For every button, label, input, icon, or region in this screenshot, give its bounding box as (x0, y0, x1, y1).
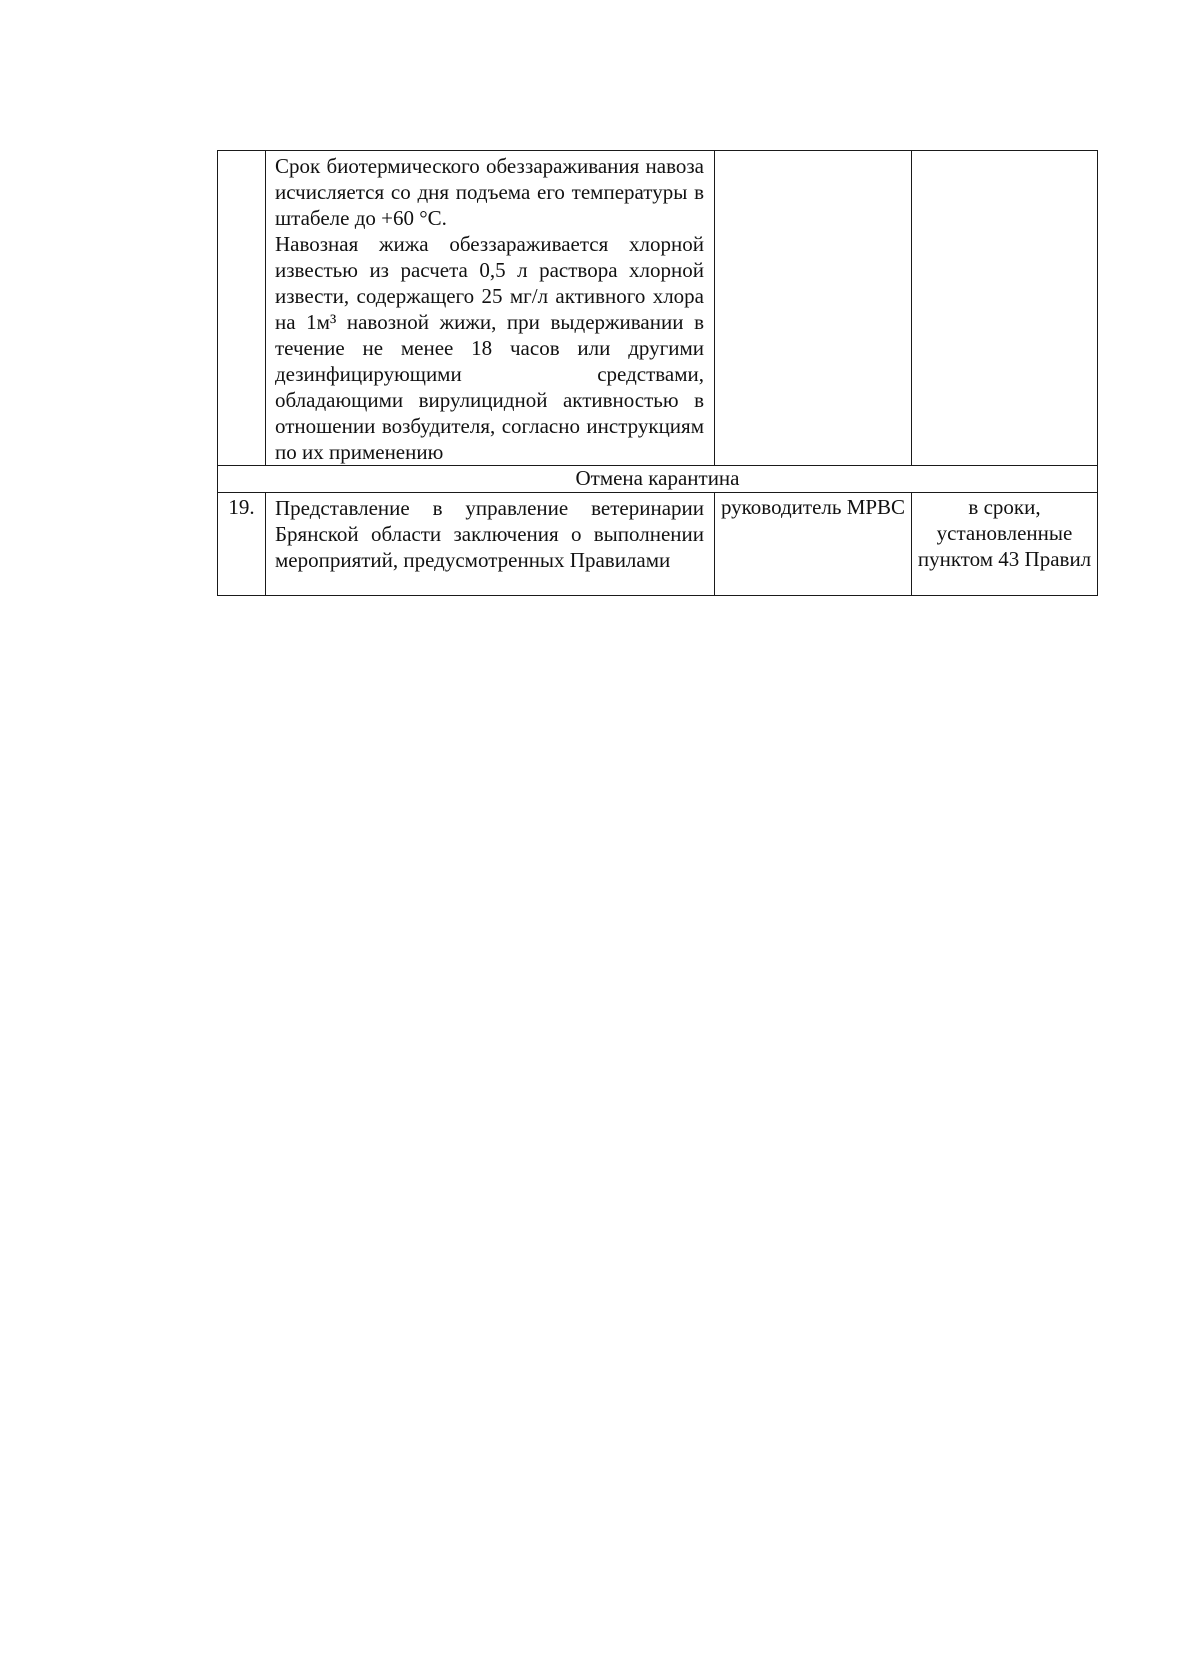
row-number-cell (218, 151, 266, 466)
measure-paragraph: Срок биотермического обеззараживания навоза исчисляется со дня подъема его температуры в штабеле до +60 °С. (275, 154, 704, 230)
term-cell: в сроки, установленные пунктом 43 Правил (912, 493, 1098, 596)
table-row (218, 151, 1098, 466)
table-row (218, 493, 1098, 596)
responsible-cell: руководитель МРВС (715, 493, 912, 596)
section-header-row (218, 466, 1098, 493)
measure-cell: Представление в управление ветеринарии Брянской области заключения о выполнении мероприятий, предусмотренных Правилами (266, 493, 715, 596)
responsible-cell (715, 151, 912, 466)
row-number-cell: 19. (218, 493, 266, 596)
term-cell (912, 151, 1098, 466)
measures-table (217, 150, 1098, 596)
measure-paragraph: Навозная жижа обеззараживается хлорной известью из расчета 0,5 л раствора хлорной извести, содержащего 25 мг/л активного хлора на 1м³ навозной жижи, при выдерживании в течение не менее 18 часов или другими дезинфицирующими средствами, обладающими вирулицидной активностью в отношении возбудителя, согласно инструкциям по их применению (275, 232, 704, 464)
measure-cell (266, 151, 715, 466)
section-title: Отмена карантина (218, 466, 1098, 493)
